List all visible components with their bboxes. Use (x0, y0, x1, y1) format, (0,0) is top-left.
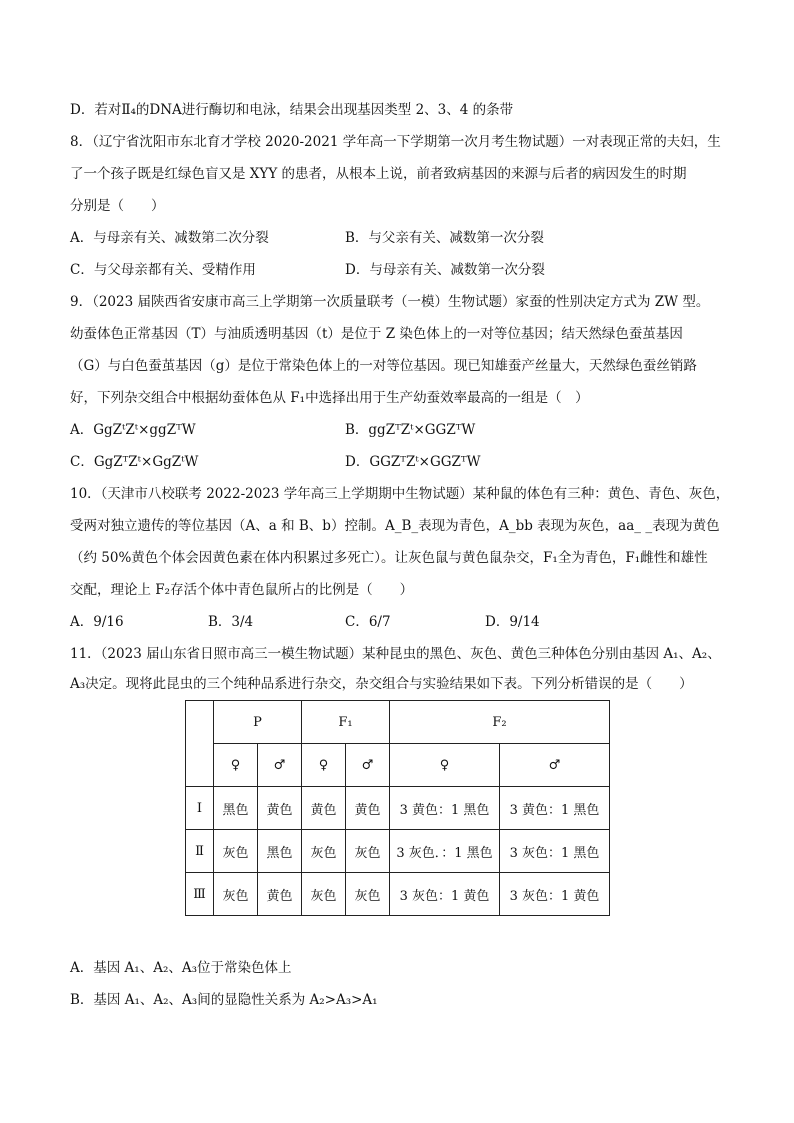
question-10-option-d: D．9/14 (485, 614, 540, 630)
f2-female-cell: 3 灰色：1 黄色 (390, 873, 500, 916)
question-8-option-d: D．与母亲有关、减数第一次分裂 (345, 262, 545, 278)
table-row (186, 787, 610, 830)
f2-male-cell: 3 灰色：1 黑色 (500, 830, 610, 873)
f1-female-cell: 灰色 (302, 830, 346, 873)
question-9-option-c: C．GgZᵀZᵗ×GgZᵗW (70, 454, 199, 470)
f2-female-cell: 3 灰色．：1 黑色 (390, 830, 500, 873)
f2-male-cell: 3 黄色：1 黑色 (500, 787, 610, 830)
question-10-stem-line-2: 受两对独立遗传的等位基因（A、a 和 B、b）控制。A_B_表现为青色，A_bb 表现为灰色，aa_ _表现为黄色 (70, 518, 720, 534)
question-9-stem-line-2: 幼蚕体色正常基因（T）与油质透明基因（t）是位于 Z 染色体上的一对等位基因；结天然绿色蚕茧基因 (70, 326, 683, 342)
question-9-stem-line-3: （G）与白色蚕茧基因（g）是位于常染色体上的一对等位基因。现已知雄蚕产丝量大，天然绿色蚕丝销路 (70, 358, 697, 374)
question-11-stem-line-2: A₃决定。现将此昆虫的三个纯种品系进行杂交，杂交组合与实验结果如下表。下列分析错误的是（ ） (70, 676, 693, 692)
p-male-cell: 黄色 (258, 787, 302, 830)
question-10-option-a: A．9/16 (70, 614, 124, 630)
question-10-stem-line-4: 交配，理论上 F₂存活个体中青色鼠所占的比例是（ ） (70, 582, 414, 598)
f2-male-cell: 3 灰色：1 黄色 (500, 873, 610, 916)
question-10-stem-line-1: 10．（天津市八校联考 2022-2023 学年高三上学期期中生物试题）某种鼠的体色有三种：黄色、青色、灰色， (70, 486, 730, 502)
p-male-header: ♂ (258, 744, 302, 787)
f1-male-cell: 黄色 (346, 787, 390, 830)
question-8-stem-line-2: 了一个孩子既是红绿色盲又是 XYY 的患者，从根本上说，前者致病基因的来源与后者的病因发生的时期 (70, 166, 687, 182)
header-f2: F₂ (390, 701, 610, 744)
p-male-cell: 黑色 (258, 830, 302, 873)
f2-female-cell: 3 黄色：1 黑色 (390, 787, 500, 830)
question-8-option-b: B．与父亲有关、减数第一次分裂 (345, 230, 544, 246)
question-8-option-c: C．与父母亲都有关、受精作用 (70, 262, 256, 278)
question-9-option-d: D．GGZᵀZᵗ×GGZᵀW (345, 454, 481, 470)
question-9-stem-line-1: 9．（2023 届陕西省安康市高三上学期第一次质量联考（一模）生物试题）家蚕的性别决定方式为 ZW 型。 (70, 294, 710, 310)
cross-results-table (185, 700, 610, 916)
question-8-stem-line-1: 8．（辽宁省沈阳市东北育才学校 2020-2021 学年高一下学期第一次月考生物试题）一对表现正常的夫妇，生 (70, 134, 721, 150)
question-11-stem-line-1: 11．（2023 届山东省日照市高三一模生物试题）某种昆虫的黑色、灰色、黄色三种体色分别由基因 A₁、A₂、 (70, 646, 721, 662)
table-row (186, 873, 610, 916)
question-7-option-d: D．若对Ⅱ₄的DNA进行酶切和电泳，结果会出现基因类型 2、3、4 的条带 (70, 102, 514, 118)
p-female-cell: 灰色 (214, 830, 258, 873)
f1-female-cell: 灰色 (302, 873, 346, 916)
f1-female-cell: 黄色 (302, 787, 346, 830)
question-9-stem-line-4: 好，下列杂交组合中根据幼蚕体色从 F₁中选择出用于生产幼蚕效率最高的一组是（ ） (70, 390, 589, 406)
question-9-option-b: B．ggZᵀZᵗ×GGZᵀW (345, 422, 476, 438)
header-p: P (214, 701, 302, 744)
table-corner-cell (186, 701, 214, 787)
f1-female-header: ♀ (302, 744, 346, 787)
question-10-stem-line-3: （约 50%黄色个体会因黄色素在体内积累过多死亡）。让灰色鼠与黄色鼠杂交，F₁全为青色，F₁雌性和雄性 (70, 550, 708, 566)
f2-female-header: ♀ (390, 744, 500, 787)
question-10-option-c: C．6/7 (345, 614, 391, 630)
row-id: Ⅲ (186, 873, 214, 916)
question-10-option-b: B．3/4 (208, 614, 254, 630)
question-8-option-a: A．与母亲有关、减数第二次分裂 (70, 230, 269, 246)
table-row (186, 830, 610, 873)
row-id: Ⅱ (186, 830, 214, 873)
f1-male-cell: 灰色 (346, 873, 390, 916)
f2-male-header: ♂ (500, 744, 610, 787)
p-female-cell: 灰色 (214, 873, 258, 916)
p-female-cell: 黑色 (214, 787, 258, 830)
row-id: Ⅰ (186, 787, 214, 830)
p-female-header: ♀ (214, 744, 258, 787)
f1-male-header: ♂ (346, 744, 390, 787)
question-11-option-b: B．基因 A₁、A₂、A₃间的显隐性关系为 A₂>A₃>A₁ (70, 992, 378, 1008)
question-9-option-a: A．GgZᵗZᵗ×ggZᵀW (70, 422, 196, 438)
question-8-stem-line-3: 分别是（ ） (70, 198, 165, 214)
p-male-cell: 黄色 (258, 873, 302, 916)
question-11-option-a: A．基因 A₁、A₂、A₃位于常染色体上 (70, 960, 292, 976)
header-f1: F₁ (302, 701, 390, 744)
f1-male-cell: 灰色 (346, 830, 390, 873)
